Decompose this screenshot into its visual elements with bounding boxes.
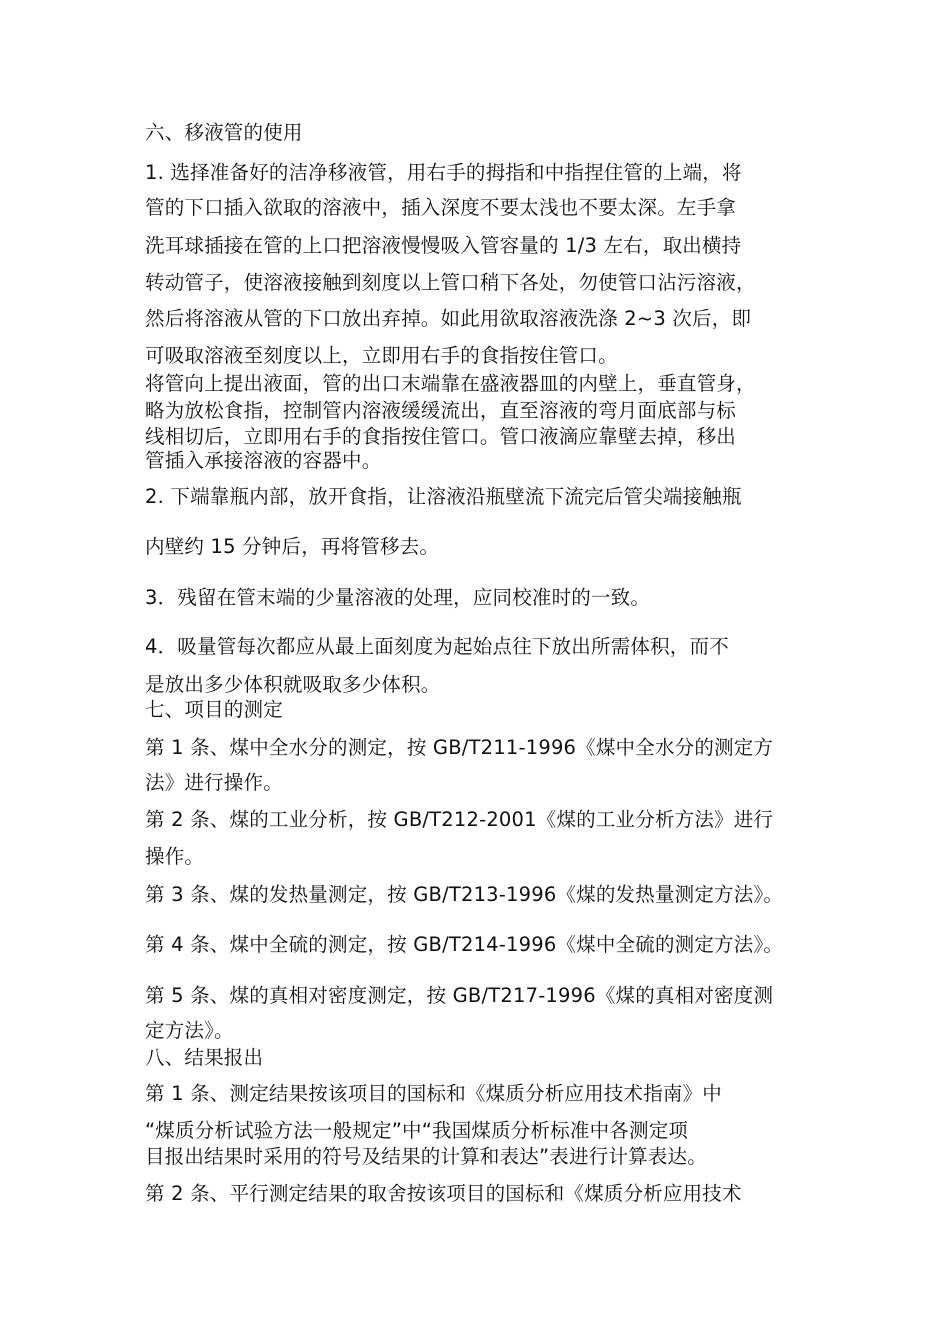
text-line: 将管向上提出液面，管的出口末端靠在盛液器皿的内壁上，垂直管身，	[145, 372, 756, 395]
text-line: 法》进行操作。	[145, 771, 283, 794]
text-line: 管的下口插入欲取的溶液中，插入深度不要太浅也不要太深。左手拿	[145, 196, 737, 219]
text-line: 第 4 条、煤中全硫的测定，按 GB/T214-1996《煤中全硫的测定方法》。	[145, 933, 784, 956]
text-line: 转动管子，使溶液接触到刻度以上管口稍下各处，勿使管口沾污溶液，	[145, 271, 756, 294]
text-line: “煤质分析试验方法一般规定”中“我国煤质分析标准中各测定项	[145, 1119, 689, 1142]
text-line: 内壁约 15 分钟后，再将管移去。	[145, 535, 440, 558]
text-line: 第 5 条、煤的真相对密度测定，按 GB/T217-1996《煤的真相对密度测	[145, 984, 774, 1007]
section-heading-6: 六、移液管的使用	[145, 121, 303, 144]
text-line: 定方法》。	[145, 1019, 234, 1042]
text-line: 3．残留在管末端的少量溶液的处理，应同校准时的一致。	[145, 586, 651, 609]
text-line: 第 1 条、测定结果按该项目的国标和《煤质分析应用技术指南》中	[145, 1082, 723, 1105]
text-line: 可吸取溶液至刻度以上，立即用右手的食指按住管口。	[145, 344, 618, 367]
text-line: 是放出多少体积就吸取多少体积。	[145, 673, 441, 696]
text-line: 然后将溶液从管的下口放出弃掉。如此用欲取溶液洗涤 2~3 次后，即	[145, 307, 752, 330]
text-line: 线相切后，立即用右手的食指按住管口。管口液滴应靠壁去掉，移出	[145, 425, 737, 448]
text-line: 1. 选择准备好的洁净移液管，用右手的拇指和中指捏住管的上端，将	[145, 161, 742, 184]
text-line: 洗耳球插接在管的上口把溶液慢慢吸入管容量的 1/3 左右，取出横持	[145, 234, 742, 257]
text-line: 第 2 条、平行测定结果的取舍按该项目的国标和《煤质分析应用技术	[145, 1182, 742, 1205]
text-line: 第 2 条、煤的工业分析，按 GB/T212-2001《煤的工业分析方法》进行	[145, 808, 774, 831]
text-line: 目报出结果时采用的符号及结果的计算和表达”表进行计算表达。	[145, 1145, 707, 1168]
section-heading-8: 八、结果报出	[145, 1046, 264, 1069]
text-line: 操作。	[145, 845, 205, 868]
text-line: 4．吸量管每次都应从最上面刻度为起始点往下放出所需体积，而不	[145, 635, 729, 658]
text-line: 略为放松食指，控制管内溶液缓缓流出，直至溶液的弯月面底部与标	[145, 399, 737, 422]
text-line: 第 3 条、煤的发热量测定，按 GB/T213-1996《煤的发热量测定方法》。	[145, 883, 784, 906]
section-heading-7: 七、项目的测定	[145, 698, 283, 721]
text-line: 管插入承接溶液的容器中。	[145, 449, 382, 472]
text-line: 2. 下端靠瓶内部，放开食指，让溶液沿瓶壁流下流完后管尖端接触瓶	[145, 485, 742, 508]
text-line: 第 1 条、煤中全水分的测定，按 GB/T211-1996《煤中全水分的测定方	[145, 736, 774, 759]
